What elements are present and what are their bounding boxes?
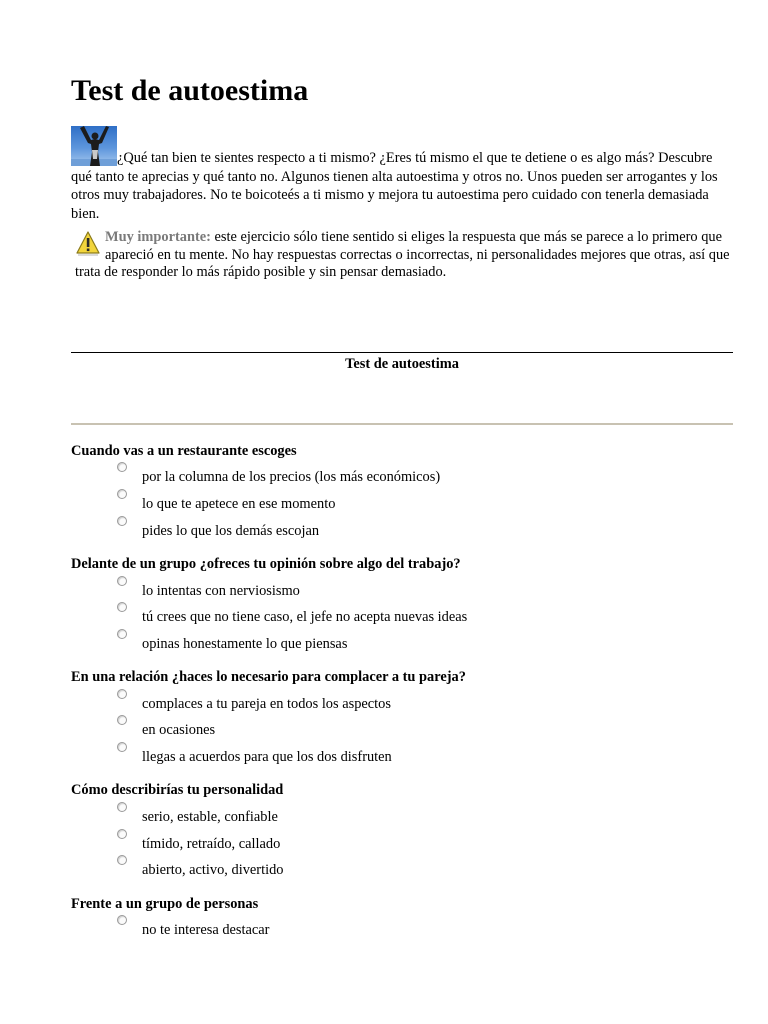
- option-label: lo que te apetece en ese momento: [142, 496, 336, 512]
- option-label: complaces a tu pareja en todos los aspectos: [142, 696, 391, 712]
- option-label: serio, estable, confiable: [142, 809, 278, 825]
- warning-note: [75, 229, 735, 282]
- radio-button[interactable]: [117, 516, 127, 526]
- question-title: Cuando vas a un restaurante escoges: [71, 443, 297, 459]
- radio-button[interactable]: [117, 462, 127, 472]
- radio-button[interactable]: [117, 829, 127, 839]
- option-label: no te interesa destacar: [142, 922, 270, 938]
- radio-button[interactable]: [117, 576, 127, 586]
- divider-bottom: [71, 423, 733, 425]
- option-label: en ocasiones: [142, 722, 216, 738]
- question-title: Cómo describirías tu personalidad: [71, 782, 284, 798]
- radio-button[interactable]: [117, 629, 127, 639]
- option-label: tú crees que no tiene caso, el jefe no acepta nuevas ideas: [142, 609, 468, 625]
- radio-button[interactable]: [117, 689, 127, 699]
- warning-icon: [75, 229, 101, 259]
- warning-text: este ejercicio sólo tiene sentido si eliges la respuesta que más se parece a lo primero que apareció en tu mente. No hay respuestas correctas o incorrectas, ni personalidades mejores que otras, así que trata de responder lo más rápido posible y sin pensar demasiado.: [75, 229, 730, 280]
- radio-button[interactable]: [117, 802, 127, 812]
- option-label: opinas honestamente lo que piensas: [142, 636, 348, 652]
- question-title: Frente a un grupo de personas: [71, 896, 259, 912]
- warning-label: Muy importante:: [105, 229, 211, 245]
- option-label: lo intentas con nerviosismo: [142, 583, 300, 599]
- radio-button[interactable]: [117, 602, 127, 612]
- radio-button[interactable]: [117, 915, 127, 925]
- option-label: llegas a acuerdos para que los dos disfruten: [142, 749, 392, 765]
- radio-button[interactable]: [117, 855, 127, 865]
- question-title: En una relación ¿haces lo necesario para complacer a tu pareja?: [71, 669, 466, 685]
- option-label: por la columna de los precios (los más económicos): [142, 469, 441, 485]
- option-label: pides lo que los demás escojan: [142, 523, 320, 539]
- person-arms-raised-photo: [71, 126, 117, 166]
- option-label: abierto, activo, divertido: [142, 862, 284, 878]
- divider-top: [71, 352, 733, 353]
- radio-button[interactable]: [117, 715, 127, 725]
- radio-button[interactable]: [117, 489, 127, 499]
- test-subtitle: Test de autoestima: [345, 356, 459, 372]
- radio-button[interactable]: [117, 742, 127, 752]
- intro-text: ¿Qué tan bien te sientes respecto a ti mismo? ¿Eres tú mismo el que te detiene o es algo más? Descubre qué tanto te aprecias y qué tanto no. Algunos tienen alta autoestima y otros no. Unos pueden ser arrogantes y los otros muy trabajadores. No te boicoteés a ti mismo y mejora tu autoestima pero cuidado con tenerla demasiada bien.: [71, 150, 718, 222]
- option-label: tímido, retraído, callado: [142, 836, 281, 852]
- intro-paragraph: [71, 126, 733, 223]
- question-title: Delante de un grupo ¿ofreces tu opinión sobre algo del trabajo?: [71, 556, 461, 572]
- page-title: Test de autoestima: [71, 74, 309, 107]
